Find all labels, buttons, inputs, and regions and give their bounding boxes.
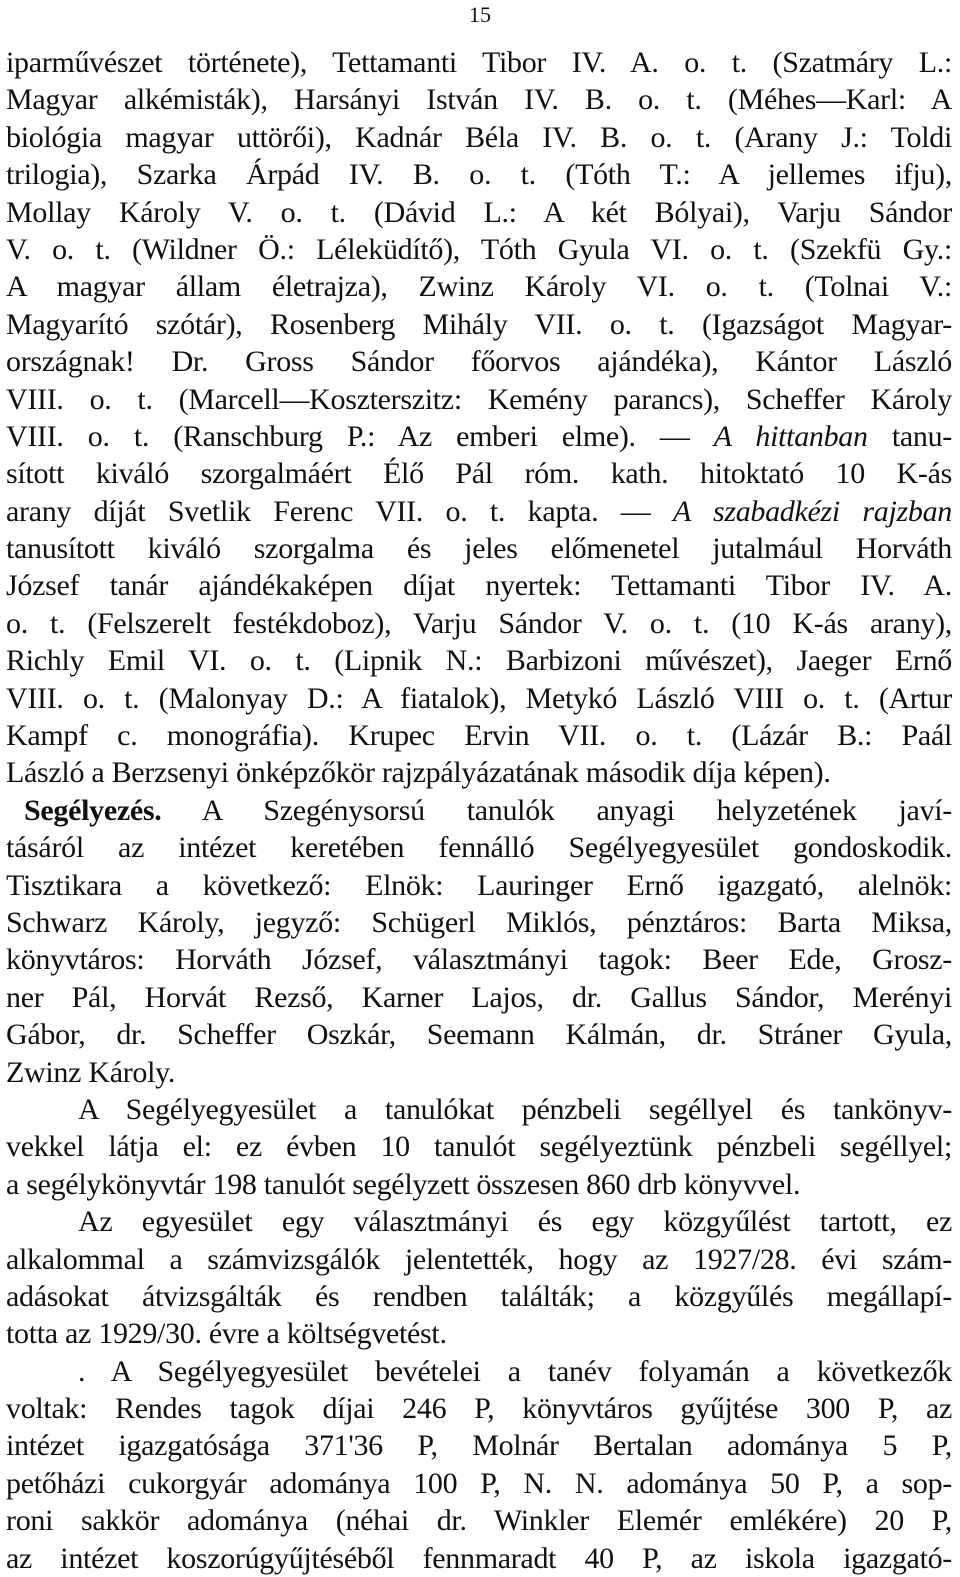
text-line xyxy=(6,231,952,268)
text-segment: Zwinz Károly. xyxy=(6,1055,176,1089)
text-line xyxy=(6,268,952,305)
text-segment: az intézet koszorúgyűjtéséből fennmaradt 40 P, az iskola igazgató- xyxy=(6,1541,952,1575)
text-segment: Tisztikara a következő: Elnök: Lauringer Ernő igazgató, alelnök: xyxy=(6,868,952,902)
text-segment: Magyarító szótár), Rosenberg Mihály VII. o. t. (Igazságot Magyar- xyxy=(6,307,952,341)
text-segment: V. o. t. (Wildner Ö.: Léleküdítő), Tóth Gyula VI. o. t. (Szekfü Gy.: xyxy=(6,232,952,266)
text-line xyxy=(6,1390,952,1427)
text-line xyxy=(6,418,952,455)
text-line xyxy=(6,343,952,380)
text-line xyxy=(6,680,952,717)
page-number: 15 xyxy=(469,2,491,27)
text-segment: A Szegénysorsú tanulók anyagi helyzetének javí- xyxy=(161,793,952,827)
text-segment: . A Segélyegyesület bevételei a tanév folyamán a következők xyxy=(78,1354,952,1388)
text-line xyxy=(6,455,952,492)
text-line xyxy=(6,941,952,978)
text-line xyxy=(6,867,952,904)
text-segment: voltak: Rendes tagok díjai 246 P, könyvtáros gyűjtése 300 P, az xyxy=(6,1392,952,1426)
text-line xyxy=(6,1427,952,1464)
text-segment: sított kiváló szorgalmáért Élő Pál róm. kath. hitoktató 10 K-ás xyxy=(6,457,952,491)
text-segment: László a Berzsenyi önképzőkör rajzpályázatának második díja képen). xyxy=(6,756,831,790)
text-segment: o. t. (Felszerelt festékdoboz), Varju Sándor V. o. t. (10 K-ás arany), xyxy=(6,606,952,640)
text-line xyxy=(6,1278,952,1315)
text-segment: Gábor, dr. Scheffer Oszkár, Seemann Kálmán, dr. Stráner Gyula, xyxy=(6,1018,952,1052)
text-line xyxy=(6,493,952,530)
text-segment: tanusított kiváló szorgalma és jeles előmenetel jutalmául Horváth xyxy=(6,532,952,566)
text-line xyxy=(6,530,952,567)
text-segment: VIII. o. t. (Malonyay D.: A fiatalok), Metykó László VIII o. t. (Artur xyxy=(6,681,952,715)
text-segment: Mollay Károly V. o. t. (Dávid L.: A két Bólyai), Varju Sándor xyxy=(6,195,952,229)
text-line xyxy=(6,792,952,829)
text-line xyxy=(6,1241,952,1278)
text-segment: József tanár ajándékaképen díjat nyertek: Tettamanti Tibor IV. A. xyxy=(6,569,952,603)
text-segment: biológia magyar uttörői), Kadnár Béla IV. B. o. t. (Arany J.: Toldi xyxy=(6,120,952,154)
italic-phrase: A hittanban xyxy=(713,419,868,453)
text-segment: A magyar állam életrajza), Zwinz Károly VI. o. t. (Tolnai V.: xyxy=(6,270,952,304)
text-segment: ner Pál, Horvát Rezső, Karner Lajos, dr. Gallus Sándor, Merényi xyxy=(6,980,952,1014)
text-segment: tanu- xyxy=(867,419,952,453)
text-segment: intézet igazgatósága 371'36 P, Molnár Bertalan adománya 5 P, xyxy=(6,1429,952,1463)
text-line xyxy=(6,194,952,231)
text-line xyxy=(6,1203,952,1240)
text-line xyxy=(6,1502,952,1539)
text-segment: iparművészet története), Tettamanti Tibor IV. A. o. t. (Szatmáry L.: xyxy=(6,46,952,79)
text-line xyxy=(6,1091,952,1128)
text-line xyxy=(6,1166,952,1203)
text-line xyxy=(6,1540,952,1577)
text-line xyxy=(6,156,952,193)
text-segment: Az egyesület egy választmányi és egy közgyűlést tartott, ez xyxy=(78,1205,952,1239)
text-segment: alkalommal a számvizsgálók jelentették, hogy az 1927/28. évi szám- xyxy=(6,1242,952,1276)
body-text xyxy=(6,44,952,1577)
text-line xyxy=(6,81,952,118)
text-line xyxy=(6,1465,952,1502)
text-segment: arany díját Svetlik Ferenc VII. o. t. kapta. — xyxy=(6,494,673,528)
text-line xyxy=(6,1353,952,1390)
text-line xyxy=(6,605,952,642)
text-line xyxy=(6,979,952,1016)
text-segment: könyvtáros: Horváth József, választmányi tagok: Beer Ede, Grosz- xyxy=(6,943,952,977)
text-segment: országnak! Dr. Gross Sándor főorvos ajándéka), Kántor László xyxy=(6,345,952,379)
text-line xyxy=(6,904,952,941)
text-segment: VIII. o. t. (Ranschburg P.: Az emberi elme). — xyxy=(6,419,714,453)
section-heading: Segélyezés. xyxy=(24,793,162,827)
text-segment: Kampf c. monográfia). Krupec Ervin VII. o. t. (Lázár B.: Paál xyxy=(6,719,952,753)
text-segment: tásáról az intézet keretében fennálló Segélyegyesület gondoskodik. xyxy=(6,831,952,865)
text-line xyxy=(6,44,952,81)
text-line xyxy=(6,717,952,754)
text-segment: VIII. o. t. (Marcell—Koszterszitz: Kemény parancs), Scheffer Károly xyxy=(6,382,952,416)
text-segment: Richly Emil VI. o. t. (Lipnik N.: Barbizoni művészet), Jaeger Ernő xyxy=(6,644,952,678)
text-line xyxy=(6,1054,952,1091)
text-segment: a segélykönyvtár 198 tanulót segélyzett összesen 860 drb könyvvel. xyxy=(6,1167,801,1201)
text-line xyxy=(6,1315,952,1352)
text-segment: Magyar alkémisták), Harsányi István IV. B. o. t. (Méhes—Karl: A xyxy=(6,83,952,117)
text-segment: adásokat átvizsgálták és rendben találták; a közgyűlés megállapí- xyxy=(6,1279,952,1313)
text-line xyxy=(6,642,952,679)
text-segment: totta az 1929/30. évre a költségvetést. xyxy=(6,1317,447,1351)
text-segment: trilogia), Szarka Árpád IV. B. o. t. (Tóth T.: A jellemes ifju), xyxy=(6,158,952,192)
text-line xyxy=(6,119,952,156)
text-segment: A Segélyegyesület a tanulókat pénzbeli segéllyel és tankönyv- xyxy=(78,1092,952,1126)
text-segment: vekkel látja el: ez évben 10 tanulót segélyeztünk pénzbeli segéllyel; xyxy=(6,1130,952,1164)
italic-phrase: A szabadkézi rajzban xyxy=(672,494,953,528)
text-line xyxy=(6,754,952,791)
text-line xyxy=(6,1016,952,1053)
text-line xyxy=(6,1128,952,1165)
text-segment: roni sakkör adománya (néhai dr. Winkler Elemér emlékére) 20 P, xyxy=(6,1504,952,1538)
text-line xyxy=(6,829,952,866)
text-segment: Schwarz Károly, jegyző: Schügerl Miklós, pénztáros: Barta Miksa, xyxy=(6,905,952,939)
text-segment: petőházi cukorgyár adománya 100 P, N. N. adománya 50 P, a sop- xyxy=(6,1466,952,1500)
text-line xyxy=(6,306,952,343)
text-line xyxy=(6,567,952,604)
text-line xyxy=(6,381,952,418)
